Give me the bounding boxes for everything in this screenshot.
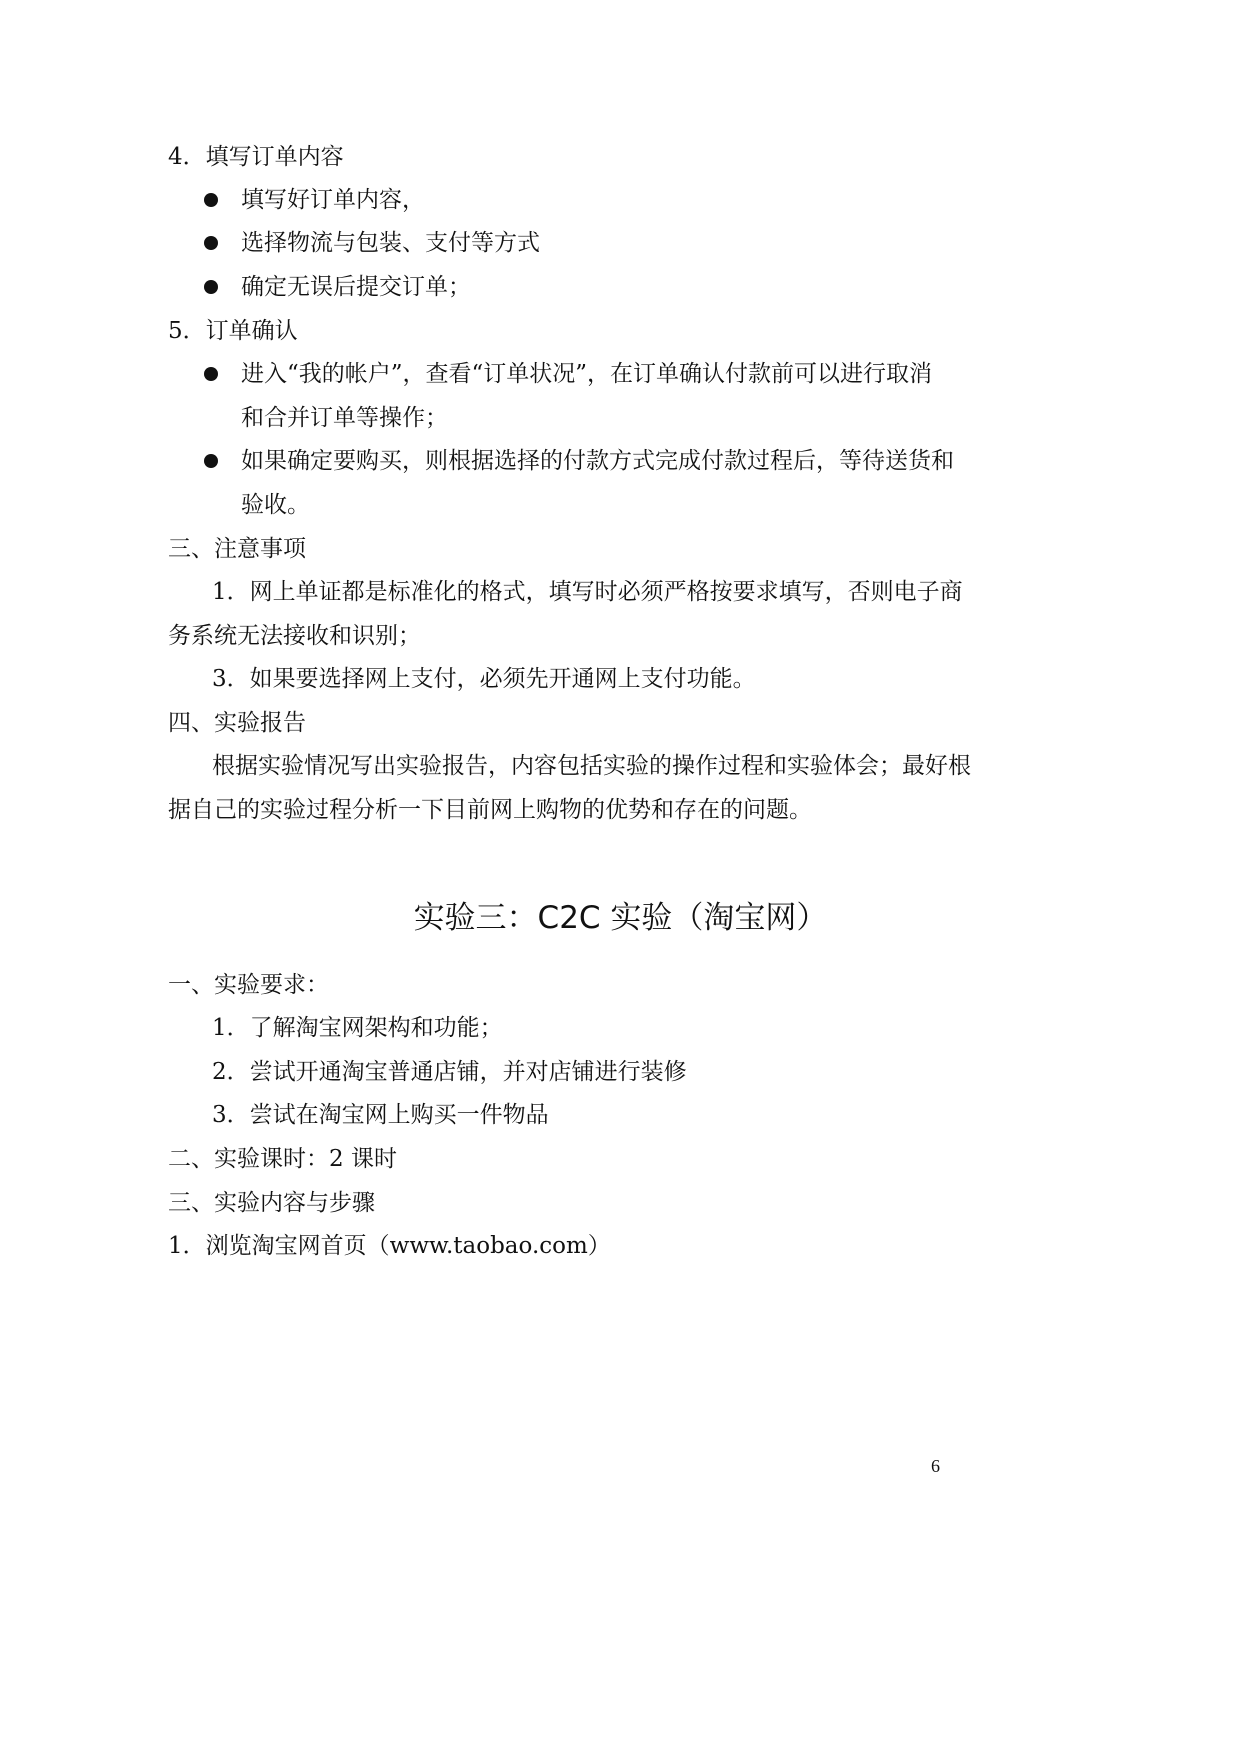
list-item-continuation: 和合并订单等操作； xyxy=(241,405,448,431)
paragraph-line: 据自己的实验过程分析一下目前网上购物的优势和存在的问题。 xyxy=(168,797,812,823)
section-5-heading: 5．订单确认 xyxy=(168,318,298,344)
paragraph-line: 务系统无法接收和识别； xyxy=(168,623,421,649)
bullet-icon xyxy=(204,193,218,207)
list-item: 3．尝试在淘宝网上购买一件物品 xyxy=(212,1102,549,1128)
steps-heading: 三、实验内容与步骤 xyxy=(168,1190,375,1216)
hours-heading: 二、实验课时： xyxy=(168,1146,329,1172)
step-item: 1．浏览淘宝网首页（www.taobao.com） xyxy=(168,1233,611,1259)
paragraph-line: 1．网上单证都是标准化的格式，填写时必须严格按要求填写，否则电子商 xyxy=(212,579,963,605)
hours-value: 2 课时 xyxy=(329,1146,397,1172)
list-item: 2．尝试开通淘宝普通店铺，并对店铺进行装修 xyxy=(212,1059,687,1085)
list-item: 进入“我的帐户”，查看“订单状况”，在订单确认付款前可以进行取消 xyxy=(241,361,933,387)
section-4-heading: 4．填写订单内容 xyxy=(168,144,344,170)
requirements-heading: 一、实验要求： xyxy=(168,972,329,998)
list-item: 选择物流与包装、支付等方式 xyxy=(241,230,540,256)
notes-heading: 三、注意事项 xyxy=(168,536,306,562)
hours-line xyxy=(168,1144,397,1174)
list-item-continuation: 验收。 xyxy=(241,492,310,518)
bullet-icon xyxy=(204,280,218,294)
list-item: 确定无误后提交订单； xyxy=(241,274,471,300)
bullet-icon xyxy=(204,454,218,468)
bullet-icon xyxy=(204,367,218,381)
list-item: 如果确定要购买，则根据选择的付款方式完成付款过程后，等待送货和 xyxy=(241,448,954,474)
paragraph-line: 3．如果要选择网上支付，必须先开通网上支付功能。 xyxy=(212,666,756,692)
bullet-icon xyxy=(204,236,218,250)
experiment-title: 实验三：C2C 实验（淘宝网） xyxy=(413,900,828,936)
report-heading: 四、实验报告 xyxy=(168,710,306,736)
list-item: 填写好订单内容， xyxy=(241,187,425,213)
paragraph-line: 根据实验情况写出实验报告，内容包括实验的操作过程和实验体会；最好根 xyxy=(212,753,971,779)
list-item: 1．了解淘宝网架构和功能； xyxy=(212,1015,503,1041)
page-number: 6 xyxy=(931,1456,940,1476)
